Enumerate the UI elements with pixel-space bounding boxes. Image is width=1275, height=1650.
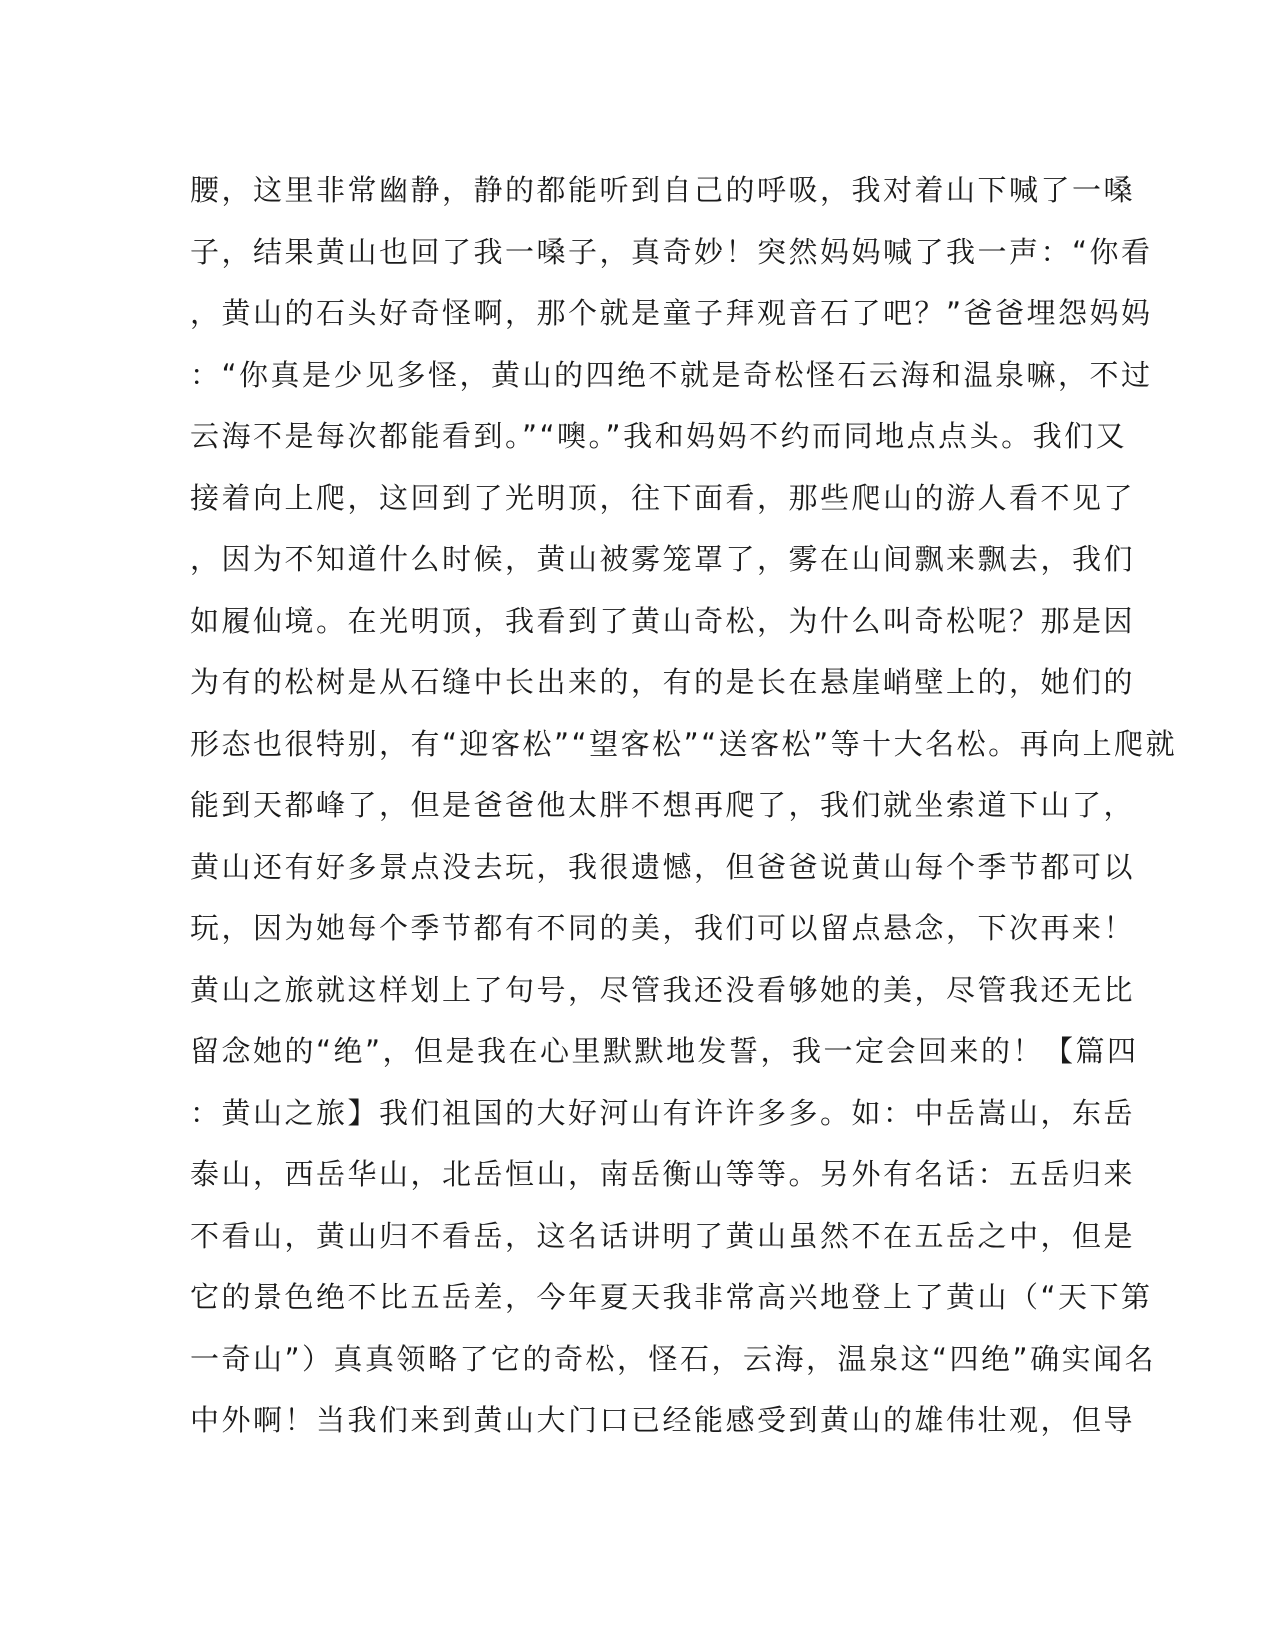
text-line: 接着向上爬，这回到了光明顶，往下面看，那些爬山的游人看不见了 xyxy=(190,480,1136,515)
text-line: 不看山，黄山归不看岳，这名话讲明了黄山虽然不在五岳之中，但是 xyxy=(190,1218,1136,1253)
text-line: ：黄山之旅】我们祖国的大好河山有许许多多。如：中岳嵩山，东岳 xyxy=(190,1095,1136,1130)
text-line: 泰山，西岳华山，北岳恒山，南岳衡山等等。另外有名话：五岳归来 xyxy=(190,1157,1136,1191)
text-line: 留念她的“绝”，但是我在心里默默地发誓，我一定会回来的！【篇四 xyxy=(190,1034,1139,1068)
text-line: 如履仙境。在光明顶，我看到了黄山奇松，为什么叫奇松呢？那是因 xyxy=(190,603,1136,638)
text-line: 它的景色绝不比五岳差，今年夏天我非常高兴地登上了黄山（“天下第 xyxy=(190,1280,1153,1314)
text-line: 玩，因为她每个季节都有不同的美，我们可以留点悬念，下次再来！ xyxy=(190,911,1136,945)
text-line: 为有的松树是从石缝中长出来的，有的是长在悬崖峭壁上的，她们的 xyxy=(190,665,1136,699)
text-line: ，因为不知道什么时候，黄山被雾笼罩了，雾在山间飘来飘去，我们 xyxy=(190,542,1136,576)
text-line: 一奇山”）真真领略了它的奇松，怪石，云海，温泉这“四绝”确实闻名 xyxy=(190,1341,1157,1376)
text-line: 黄山之旅就这样划上了句号，尽管我还没看够她的美，尽管我还无比 xyxy=(190,972,1136,1007)
text-line: ：“你真是少见多怪，黄山的四绝不就是奇松怪石云海和温泉嘛，不过 xyxy=(190,357,1153,392)
text-line: 腰，这里非常幽静，静的都能听到自己的呼吸，我对着山下喊了一嗓 xyxy=(190,173,1136,207)
text-line: 中外啊！当我们来到黄山大门口已经能感受到黄山的雄伟壮观，但导 xyxy=(190,1403,1136,1437)
text-line: ，黄山的石头好奇怪啊，那个就是童子拜观音石了吧？”爸爸埋怨妈妈 xyxy=(190,296,1153,330)
text-line: 能到天都峰了，但是爸爸他太胖不想再爬了，我们就坐索道下山了， xyxy=(190,788,1136,822)
text-line: 形态也很特别，有“迎客松”“望客松”“送客松”等十大名松。再向上爬就 xyxy=(190,726,1178,761)
text-line: 云海不是每次都能看到。”“噢。”我和妈妈不约而同地点点头。我们又 xyxy=(190,419,1128,453)
text-line: 子，结果黄山也回了我一嗓子，真奇妙！突然妈妈喊了我一声：“你看 xyxy=(190,234,1153,269)
text-line: 黄山还有好多景点没去玩，我很遗憾，但爸爸说黄山每个季节都可以 xyxy=(190,849,1136,884)
body-text xyxy=(190,160,1178,1452)
